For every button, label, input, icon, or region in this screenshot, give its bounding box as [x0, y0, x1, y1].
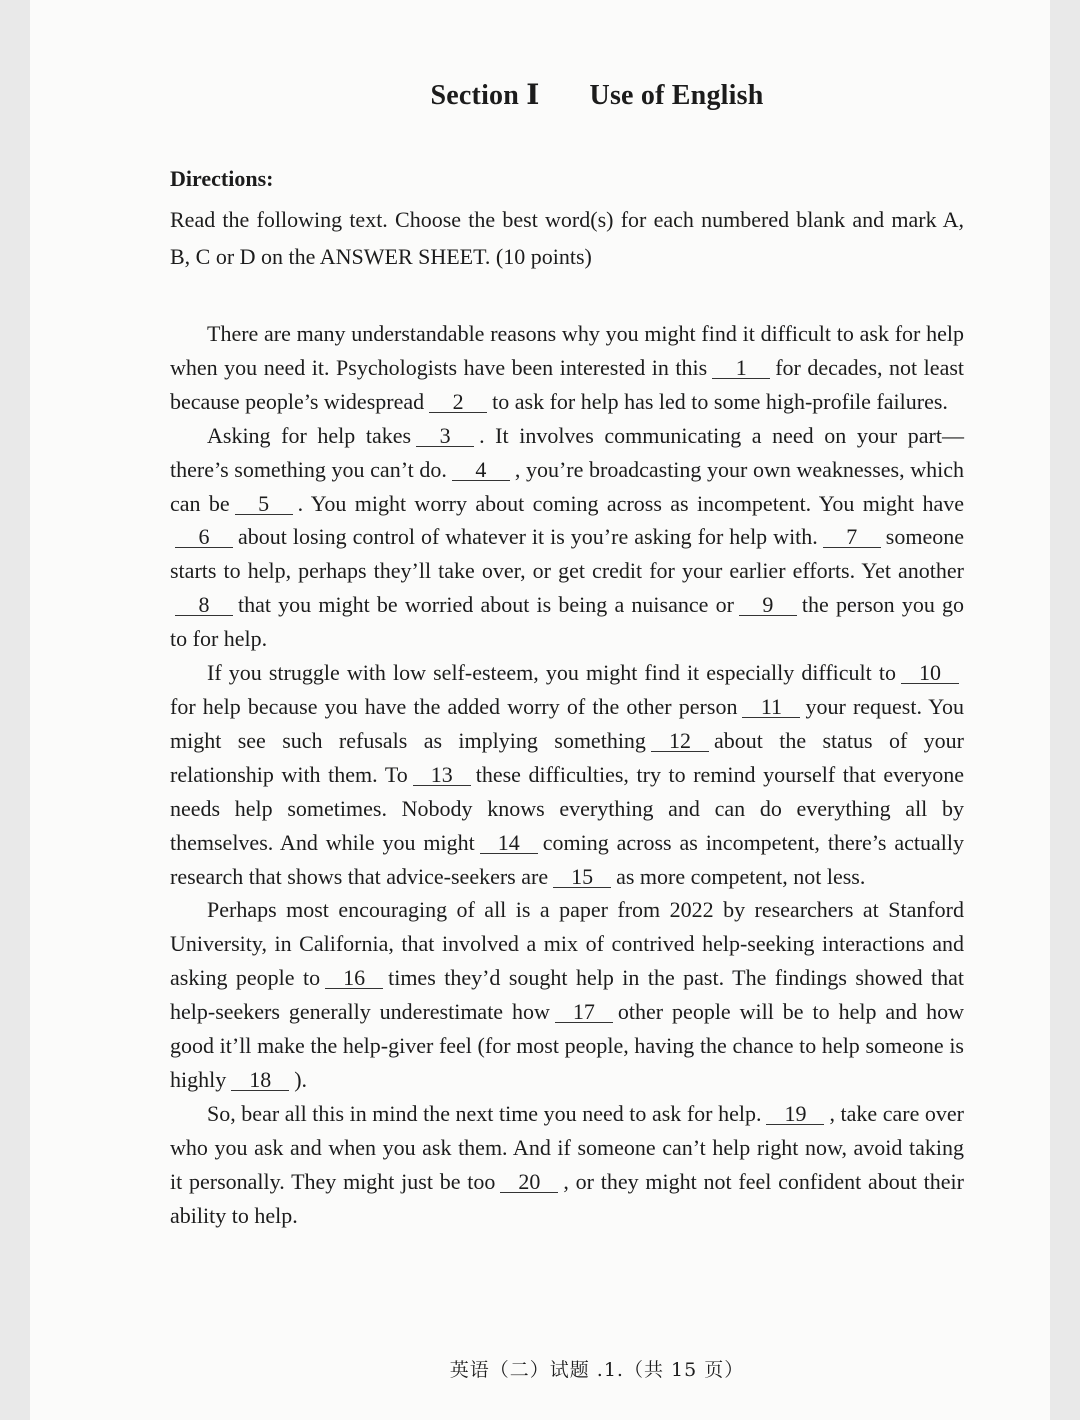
- section-number: Section Ⅰ: [430, 80, 540, 111]
- passage-paragraph-1: [170, 317, 964, 419]
- passage-text: someone starts to help, perhaps they’ll take over, or get credit for your earlier efforts. Yet another: [170, 524, 964, 584]
- page-footer: 英语（二）试题 .1.（共 15 页）: [449, 1359, 745, 1381]
- blank-10: 10: [901, 662, 959, 684]
- passage-text: about the status of your relationship with them. To: [170, 727, 964, 787]
- passage-text: , or they might not feel confident about their ability to help.: [170, 1168, 964, 1228]
- passage-text: to ask for help has led to some high-profile failures.: [492, 388, 948, 414]
- passage-text: other people will be to help and how good it’ll make the help-giver feel (for most people, having the chance to help someone is highly: [170, 999, 964, 1092]
- blank-18: 18: [231, 1069, 289, 1091]
- blank-8: 8: [175, 594, 233, 616]
- passage-text: for help because you have the added worry of the other person: [170, 693, 738, 719]
- passage-text: . It involves communicating a need on your part—there’s something you can’t do.: [170, 422, 964, 482]
- blank-4: 4: [452, 459, 510, 481]
- passage-text: coming across as incompetent, there’s actually research that shows that advice-seekers are: [170, 829, 964, 889]
- blank-17: 17: [555, 1001, 613, 1023]
- passage-paragraph-2: [170, 419, 964, 656]
- blank-2: 2: [429, 391, 487, 413]
- passage-text: Perhaps most encouraging of all is a paper from 2022 by researchers at Stanford University, in California, that involved a mix of contrived help-seeking interactions and asking people to: [170, 897, 964, 991]
- passage-text: that you might be worried about is being a nuisance or: [238, 592, 734, 618]
- passage-text: ).: [294, 1066, 308, 1092]
- blank-5: 5: [235, 493, 293, 515]
- section-title: [30, 78, 1080, 112]
- section-heading: Use of English: [589, 80, 764, 111]
- blank-20: 20: [500, 1171, 558, 1193]
- passage-text: these difficulties, try to remind yourself that everyone needs help sometimes. Nobody knows everything and can do everything all by themselves. And while you might: [170, 761, 964, 855]
- passage-text: times they’d sought help in the past. The findings showed that help-seekers generally underestimate how: [170, 965, 964, 1025]
- passage-text: as more competent, not less.: [616, 863, 866, 889]
- exam-page: [30, 0, 1050, 1420]
- passage-text: So, bear all this in mind the next time you need to ask for help.: [207, 1100, 762, 1126]
- passage-text: for decades, not least because people’s widespread: [170, 354, 965, 414]
- passage-text: , take care over who you ask and when you ask them. And if someone can’t help right now, avoid taking it personally. They might just be too: [170, 1100, 964, 1194]
- blank-7: 7: [823, 526, 881, 548]
- blank-15: 15: [553, 866, 611, 888]
- directions-label: Directions:: [170, 166, 274, 191]
- blank-12: 12: [651, 730, 709, 752]
- blank-9: 9: [739, 594, 797, 616]
- blank-16: 16: [325, 967, 383, 989]
- passage-text: about losing control of whatever it is you’re asking for help with.: [238, 524, 818, 550]
- passage-paragraph-4: [170, 893, 964, 1096]
- passage-paragraph-3: [170, 656, 964, 893]
- passage-text: There are many understandable reasons why you might find it difficult to ask for help when you need it. Psychologists have been interested in this: [170, 321, 964, 380]
- passage-text: , you’re broadcasting your own weaknesses, which can be: [170, 456, 965, 516]
- blank-14: 14: [480, 832, 538, 854]
- passage-text: . You might worry about coming across as incompetent. You might have: [297, 490, 964, 516]
- blank-3: 3: [416, 425, 474, 447]
- passage-text: Asking for help takes: [207, 422, 412, 448]
- directions-text: Read the following text. Choose the best word(s) for each numbered blank and mark A, B, C or D on the ANSWER SHEET. (10 points): [170, 207, 964, 269]
- cloze-passage: [170, 317, 964, 1232]
- blank-11: 11: [742, 696, 800, 718]
- blank-19: 19: [766, 1103, 824, 1125]
- passage-paragraph-5: [170, 1097, 964, 1233]
- passage-text: your request. You might see such refusals as implying something: [170, 693, 964, 753]
- blank-1: 1: [712, 357, 770, 379]
- blank-13: 13: [413, 764, 471, 786]
- passage-text: the person you go to for help.: [170, 592, 965, 652]
- blank-6: 6: [175, 526, 233, 548]
- passage-text: If you struggle with low self-esteem, you might find it especially difficult to: [207, 660, 896, 686]
